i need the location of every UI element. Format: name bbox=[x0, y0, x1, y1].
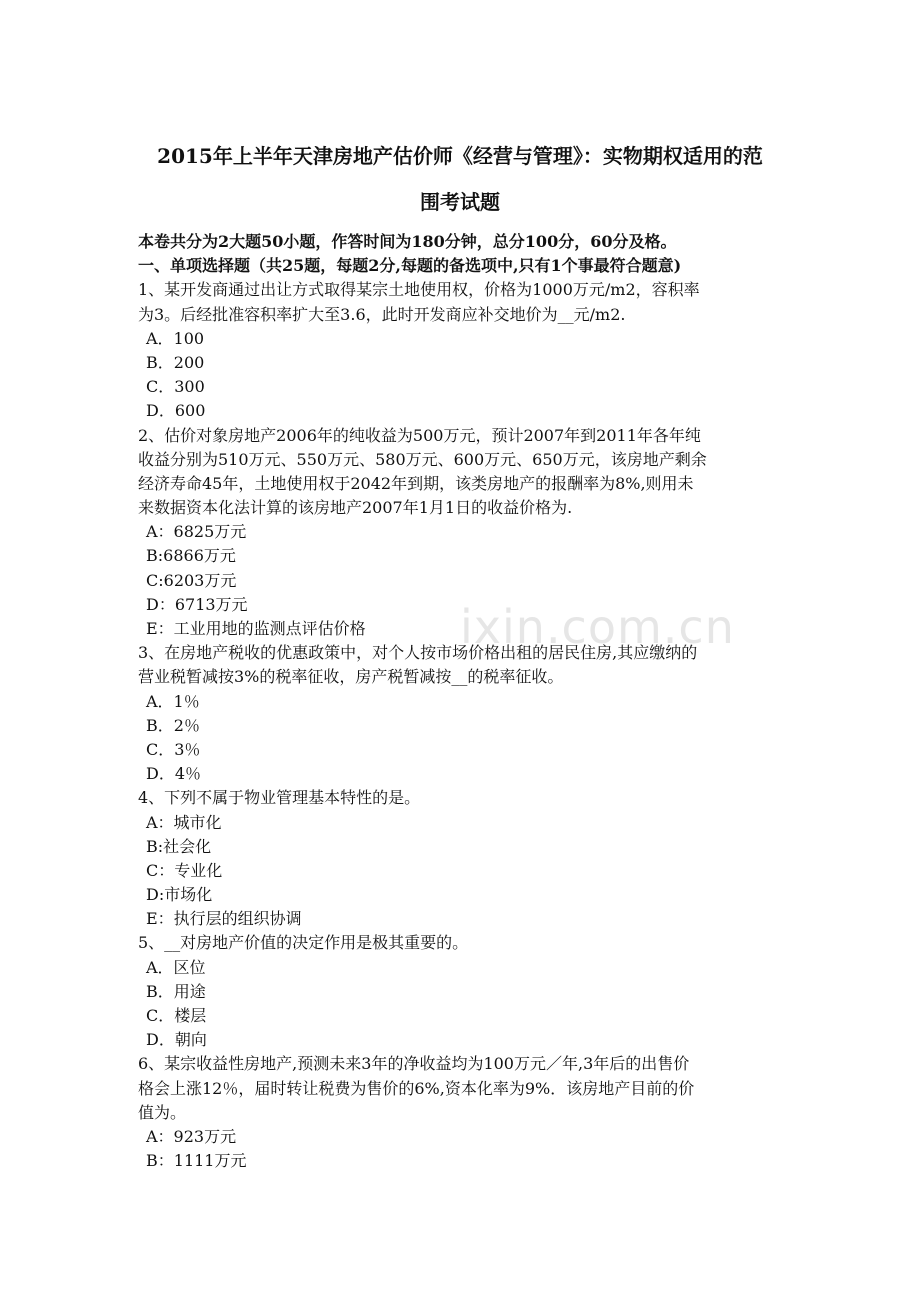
question-1 bbox=[138, 278, 798, 423]
option-a: A：923万元 bbox=[146, 1126, 237, 1146]
option-b: B．用途 bbox=[146, 981, 206, 1001]
option-b: B：1111万元 bbox=[146, 1151, 247, 1171]
question-text-line: 值为。 bbox=[138, 1102, 187, 1122]
question-5 bbox=[138, 931, 798, 1052]
option-c: C．楼层 bbox=[146, 1006, 207, 1025]
question-text-line: 收益分别为510万元、550万元、580万元、600万元、650万元，该房地产剩余 bbox=[138, 449, 707, 469]
question-text-line: 营业税暂减按3%的税率征收，房产税暂减按__的税率征收。 bbox=[138, 667, 564, 687]
option-b: B．2％ bbox=[146, 715, 200, 735]
option-a: A．区位 bbox=[146, 957, 206, 977]
option-e: E：执行层的组织协调 bbox=[146, 909, 302, 929]
exam-intro: 本卷共分为2大题50小题，作答时间为180分钟，总分100分，60分及格。 bbox=[138, 232, 677, 251]
option-d: D：6713万元 bbox=[146, 594, 248, 614]
option-a: A．100 bbox=[146, 328, 205, 348]
question-text-line: 格会上涨12％，届时转让税费为售价的6%,资本化率为9%．该房地产目前的价 bbox=[138, 1078, 695, 1098]
question-text-line: 经济寿命45年，土地使用权于2042年到期，该类房地产的报酬率为8%,则用未 bbox=[138, 473, 694, 493]
option-d: D:市场化 bbox=[146, 885, 213, 905]
question-text-line: 为3。后经批准容积率扩大至3.6，此时开发商应补交地价为__元/m2. bbox=[138, 304, 626, 324]
question-text-line: 5、__对房地产价值的决定作用是极其重要的。 bbox=[138, 933, 469, 953]
option-a: A．1％ bbox=[146, 691, 200, 711]
section-heading: 一、单项选择题（共25题，每题2分,每题的备选项中,只有1个事最符合题意) bbox=[138, 256, 682, 276]
option-b: B．200 bbox=[146, 352, 205, 372]
question-text-line: 3、在房地产税收的优惠政策中，对个人按市场价格出租的居民住房,其应缴纳的 bbox=[138, 643, 698, 663]
option-c: C:6203万元 bbox=[146, 570, 237, 590]
question-2 bbox=[138, 424, 798, 642]
option-e: E：工业用地的监测点评估价格 bbox=[146, 619, 366, 638]
option-d: D．朝向 bbox=[146, 1030, 207, 1050]
question-text-line: 4、下列不属于物业管理基本特性的是。 bbox=[138, 788, 421, 808]
option-a: A：城市化 bbox=[146, 812, 222, 832]
question-text-line: 1、某开发商通过出让方式取得某宗土地使用权，价格为1000万元/m2，容积率 bbox=[138, 280, 700, 300]
option-c: C．3％ bbox=[146, 739, 201, 759]
option-b: B:社会化 bbox=[146, 836, 212, 856]
document-title-line-1: 2015年上半年天津房地产估价师《经营与管理》：实物期权适用的范 bbox=[157, 144, 763, 168]
option-c: C：专业化 bbox=[146, 860, 223, 880]
option-b: B:6866万元 bbox=[146, 546, 236, 566]
question-4 bbox=[138, 786, 798, 931]
question-6 bbox=[138, 1052, 798, 1173]
option-d: D．4％ bbox=[146, 764, 202, 784]
question-text-line: 来数据资本化法计算的该房地产2007年1月1日的收益价格为. bbox=[138, 498, 573, 518]
document-title-line-2: 围考试题 bbox=[420, 190, 500, 214]
option-a: A：6825万元 bbox=[146, 522, 247, 542]
option-d: D．600 bbox=[146, 401, 206, 421]
question-text-line: 6、某宗收益性房地产,预测未来3年的净收益均为100万元／年,3年后的出售价 bbox=[138, 1054, 690, 1074]
watermark: ixin.com.cn bbox=[460, 600, 735, 654]
question-text-line: 2、估价对象房地产2006年的纯收益为500万元，预计2007年到2011年各年纯 bbox=[138, 425, 701, 445]
document-body bbox=[138, 230, 798, 1173]
option-c: C．300 bbox=[146, 377, 205, 397]
question-3 bbox=[138, 641, 798, 786]
